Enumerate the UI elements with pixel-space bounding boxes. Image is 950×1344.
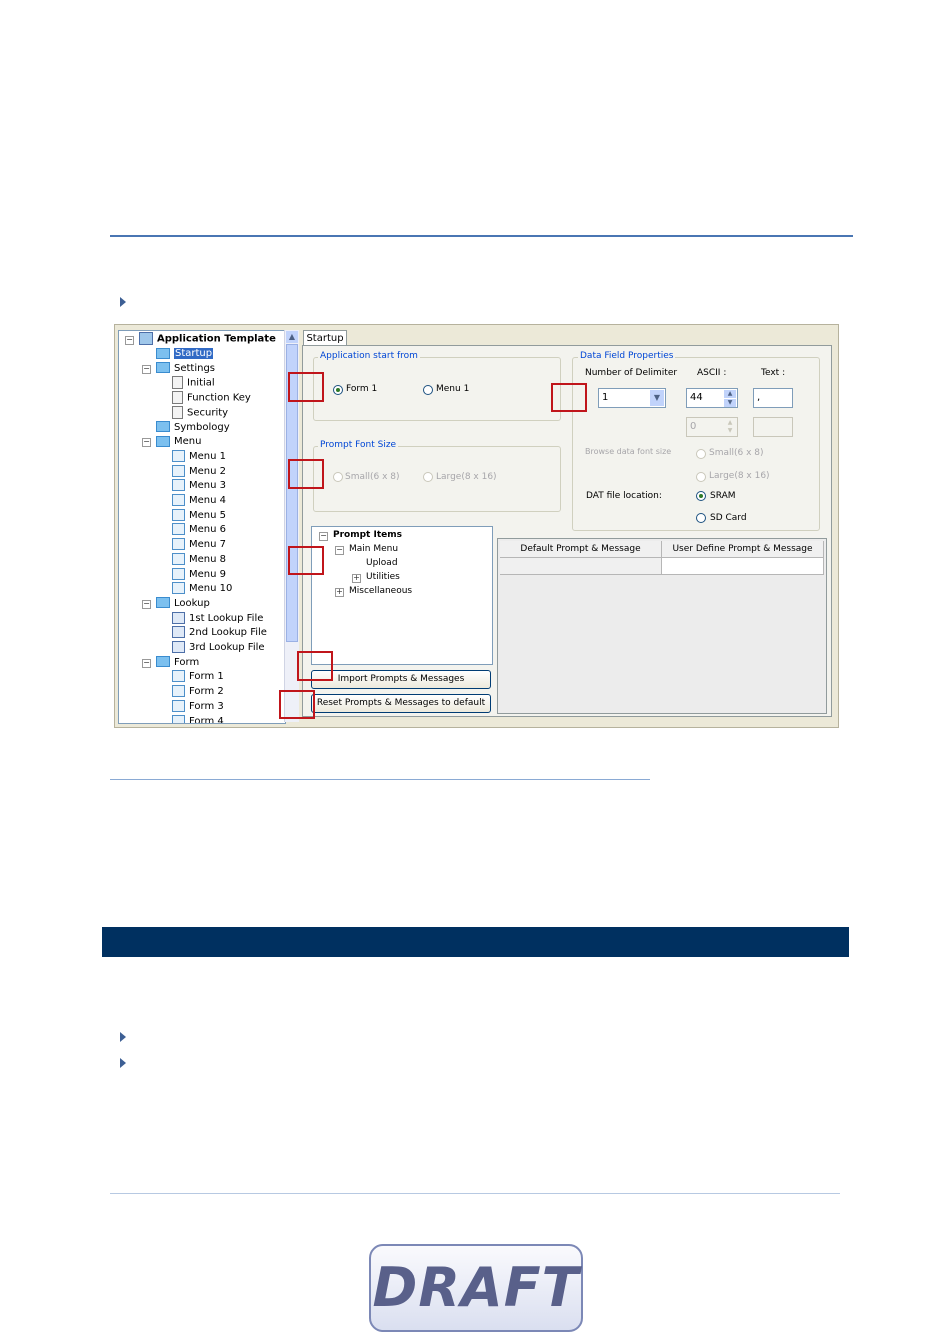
form1-radio[interactable] bbox=[333, 385, 343, 395]
expand-icon[interactable]: + bbox=[336, 587, 343, 596]
ascii-value: 44 bbox=[690, 392, 703, 403]
menu-icon bbox=[172, 523, 185, 535]
top-rule bbox=[110, 235, 853, 237]
menu-icon bbox=[172, 582, 185, 594]
tree-item-label: Function Key bbox=[187, 392, 251, 404]
folder-icon bbox=[156, 656, 170, 667]
tab-startup[interactable] bbox=[303, 330, 347, 346]
text-value: , bbox=[757, 392, 761, 403]
menu-icon bbox=[172, 568, 185, 580]
tree-item-initial[interactable] bbox=[172, 376, 215, 390]
tree-item-label: Menu 1 bbox=[189, 450, 226, 462]
tree-item-label: Startup bbox=[175, 348, 213, 359]
browse-large-radio[interactable] bbox=[696, 472, 706, 482]
spin-down-icon[interactable]: ▼ bbox=[724, 399, 736, 407]
data-field-group bbox=[572, 357, 820, 531]
tree-item-menu-10[interactable] bbox=[172, 582, 232, 596]
menu-icon bbox=[172, 553, 185, 565]
spin-up-icon[interactable]: ▲ bbox=[724, 390, 736, 398]
section-rule bbox=[110, 779, 650, 780]
ascii-label: ASCII : bbox=[697, 368, 727, 378]
tree-item-settings[interactable] bbox=[156, 362, 215, 376]
menu-icon bbox=[172, 670, 185, 682]
draft-watermark bbox=[369, 1244, 583, 1332]
delimiter-label: Number of Delimiter bbox=[585, 368, 678, 378]
delimiter-select[interactable] bbox=[598, 388, 666, 408]
app-start-legend: Application start from bbox=[320, 351, 418, 361]
bullet-icon bbox=[120, 297, 126, 307]
tree-item-form-2[interactable] bbox=[172, 685, 224, 699]
menu-icon bbox=[172, 715, 185, 725]
menu-icon bbox=[172, 450, 185, 462]
collapse-icon[interactable]: − bbox=[143, 437, 150, 447]
menu-icon bbox=[172, 685, 185, 697]
data-field-legend: Data Field Properties bbox=[580, 351, 674, 361]
lookup-file-icon bbox=[172, 641, 185, 653]
tree-item-menu[interactable] bbox=[156, 435, 201, 449]
annotation-box bbox=[297, 651, 333, 681]
text-field[interactable] bbox=[753, 388, 793, 408]
folder-icon bbox=[156, 597, 170, 608]
tree-item-menu-5[interactable] bbox=[172, 509, 226, 523]
annotation-box bbox=[279, 690, 315, 719]
tree-item-menu-1[interactable] bbox=[172, 450, 226, 464]
tree-item-label: Menu 4 bbox=[189, 495, 226, 506]
menu-icon bbox=[172, 465, 185, 477]
delimiter-value: 1 bbox=[602, 392, 609, 403]
tree-item-lookup[interactable] bbox=[156, 597, 210, 611]
menu1-label: Menu 1 bbox=[436, 384, 470, 394]
tree-item-startup[interactable] bbox=[156, 347, 213, 361]
large-font-label: Large(8 x 16) bbox=[436, 472, 497, 482]
prompt-font-legend: Prompt Font Size bbox=[320, 440, 397, 450]
expand-icon[interactable]: + bbox=[353, 573, 360, 582]
tree-item-form-1[interactable] bbox=[172, 670, 224, 684]
bullet-icon bbox=[120, 1032, 126, 1042]
tree-item-form-4[interactable] bbox=[172, 715, 224, 725]
tree-item-label: Menu 6 bbox=[189, 524, 226, 536]
tree-item-3rd-lookup-file[interactable] bbox=[172, 641, 265, 655]
menu-icon bbox=[172, 700, 185, 712]
tree-item-menu-9[interactable] bbox=[172, 568, 226, 582]
tree-item-label: Initial bbox=[187, 377, 215, 389]
sd-card-label: SD Card bbox=[710, 513, 747, 523]
collapse-icon[interactable]: − bbox=[143, 363, 150, 373]
small-font-label: Small(6 x 8) bbox=[345, 472, 400, 482]
folder-icon bbox=[156, 436, 170, 447]
page-icon bbox=[172, 406, 183, 419]
browse-font-label: Browse data font size bbox=[585, 447, 672, 456]
text-label: Text : bbox=[761, 368, 786, 378]
collapse-icon[interactable]: − bbox=[320, 531, 327, 540]
menu-icon bbox=[172, 494, 185, 506]
tree-item-label: Form 2 bbox=[189, 686, 224, 698]
tree-item-label: Menu bbox=[174, 436, 202, 448]
chevron-down-icon[interactable]: ▼ bbox=[650, 390, 664, 406]
section-banner bbox=[102, 927, 849, 957]
tree-item-menu-3[interactable] bbox=[172, 479, 226, 493]
form1-label: Form 1 bbox=[346, 384, 378, 394]
tree-item-security[interactable] bbox=[172, 406, 228, 420]
annotation-box bbox=[551, 383, 587, 412]
tree-item-label: Menu 9 bbox=[189, 568, 226, 580]
tree-item-1st-lookup-file[interactable] bbox=[172, 612, 263, 626]
tree-item-menu-8[interactable] bbox=[172, 553, 226, 567]
tree-item-label: Form 1 bbox=[189, 671, 224, 683]
folder-icon bbox=[156, 421, 170, 432]
tree-item-menu-4[interactable] bbox=[172, 494, 226, 508]
bullet-icon bbox=[120, 1058, 126, 1068]
footer-rule bbox=[110, 1193, 840, 1194]
annotation-box bbox=[288, 546, 324, 575]
large-font-radio[interactable] bbox=[423, 472, 433, 482]
browse-small-label: Small(6 x 8) bbox=[709, 448, 764, 458]
tree-item-label: Menu 5 bbox=[189, 509, 226, 521]
prompt-items-tree bbox=[311, 526, 493, 665]
tree-item-label: 1st Lookup File bbox=[189, 612, 264, 624]
scroll-up-icon[interactable]: ▲ bbox=[286, 331, 298, 343]
tree-item-form[interactable] bbox=[156, 656, 199, 670]
grid-cell[interactable] bbox=[500, 558, 662, 575]
tree-item-function-key[interactable] bbox=[172, 391, 251, 405]
tree-item-menu-2[interactable] bbox=[172, 465, 226, 479]
tab-label: Startup bbox=[306, 333, 344, 344]
tree-root[interactable] bbox=[139, 332, 276, 346]
grid-header-default[interactable]: Default Prompt & Message bbox=[500, 541, 662, 558]
tree-item-label: Menu 7 bbox=[189, 539, 226, 551]
tree-item-2nd-lookup-file[interactable] bbox=[172, 626, 267, 640]
folder-icon bbox=[156, 362, 170, 373]
collapse-icon[interactable]: − bbox=[143, 598, 150, 608]
tree-item-label: Security bbox=[187, 407, 229, 419]
tree-item-symbology[interactable] bbox=[156, 421, 230, 435]
tree-item-label: 2nd Lookup File bbox=[189, 627, 267, 639]
tree-item-menu-6[interactable] bbox=[172, 523, 226, 537]
small-font-radio[interactable] bbox=[333, 472, 343, 482]
prompt-items-root[interactable]: Prompt Items bbox=[333, 530, 402, 540]
browse-small-radio[interactable] bbox=[696, 449, 706, 459]
prompt-grid bbox=[497, 538, 827, 714]
lookup-file-icon bbox=[172, 626, 185, 638]
tree-item-label: Menu 10 bbox=[189, 583, 233, 595]
lookup-file-icon bbox=[172, 612, 185, 624]
ascii-spinner-disabled[interactable] bbox=[686, 417, 738, 437]
collapse-icon[interactable]: − bbox=[143, 657, 150, 667]
draft-text: DRAFT bbox=[372, 1256, 580, 1319]
tree-item-form-3[interactable] bbox=[172, 700, 224, 714]
application-icon bbox=[139, 332, 153, 345]
collapse-icon[interactable]: − bbox=[336, 545, 343, 554]
prompt-main-menu[interactable]: Main Menu bbox=[349, 544, 399, 554]
grid-header-user[interactable]: User Define Prompt & Message bbox=[662, 541, 824, 558]
dat-location-label: DAT file location: bbox=[586, 491, 662, 501]
page-icon bbox=[172, 376, 183, 389]
folder-icon bbox=[156, 348, 170, 359]
navigation-tree bbox=[118, 330, 286, 724]
page-icon bbox=[172, 391, 183, 404]
tree-item-label: Form bbox=[174, 656, 200, 668]
annotation-box bbox=[288, 372, 324, 402]
tree-item-label: Symbology bbox=[174, 421, 230, 433]
menu-icon bbox=[172, 538, 185, 550]
spin-disabled-icon: ▲ ▼ bbox=[727, 419, 733, 434]
grid-cell[interactable] bbox=[662, 558, 824, 575]
tree-item-label: 3rd Lookup File bbox=[189, 642, 265, 653]
tree-item-label: Form 3 bbox=[189, 700, 224, 712]
tree-item-label: Menu 8 bbox=[189, 553, 226, 565]
menu-icon bbox=[172, 509, 185, 521]
browse-large-label: Large(8 x 16) bbox=[709, 471, 770, 481]
import-prompts-button[interactable]: Import Prompts & Messages bbox=[311, 670, 491, 689]
prompt-utilities[interactable]: Utilities bbox=[366, 572, 400, 582]
tree-root-label: Application Template bbox=[157, 333, 276, 345]
ascii-value-disabled: 0 bbox=[690, 421, 697, 432]
tree-item-label: Menu 3 bbox=[189, 480, 226, 492]
collapse-icon[interactable]: − bbox=[126, 335, 133, 344]
sram-label: SRAM bbox=[710, 491, 736, 501]
menu-icon bbox=[172, 479, 185, 491]
tree-item-label: Form 4 bbox=[189, 715, 224, 724]
menu1-radio[interactable] bbox=[423, 385, 433, 395]
sram-radio[interactable] bbox=[696, 491, 706, 501]
tree-item-label: Settings bbox=[174, 362, 216, 374]
ascii-spinner[interactable] bbox=[686, 388, 738, 408]
prompt-upload[interactable]: Upload bbox=[366, 558, 398, 568]
annotation-box bbox=[288, 459, 324, 489]
tree-item-label: Menu 2 bbox=[189, 465, 226, 477]
text-field-disabled[interactable] bbox=[753, 417, 793, 437]
tree-item-label: Lookup bbox=[174, 597, 210, 609]
tree-item-menu-7[interactable] bbox=[172, 538, 226, 552]
reset-prompts-button[interactable]: Reset Prompts & Messages to default bbox=[311, 694, 491, 713]
prompt-miscellaneous[interactable]: Miscellaneous bbox=[349, 586, 413, 596]
sd-card-radio[interactable] bbox=[696, 513, 706, 523]
